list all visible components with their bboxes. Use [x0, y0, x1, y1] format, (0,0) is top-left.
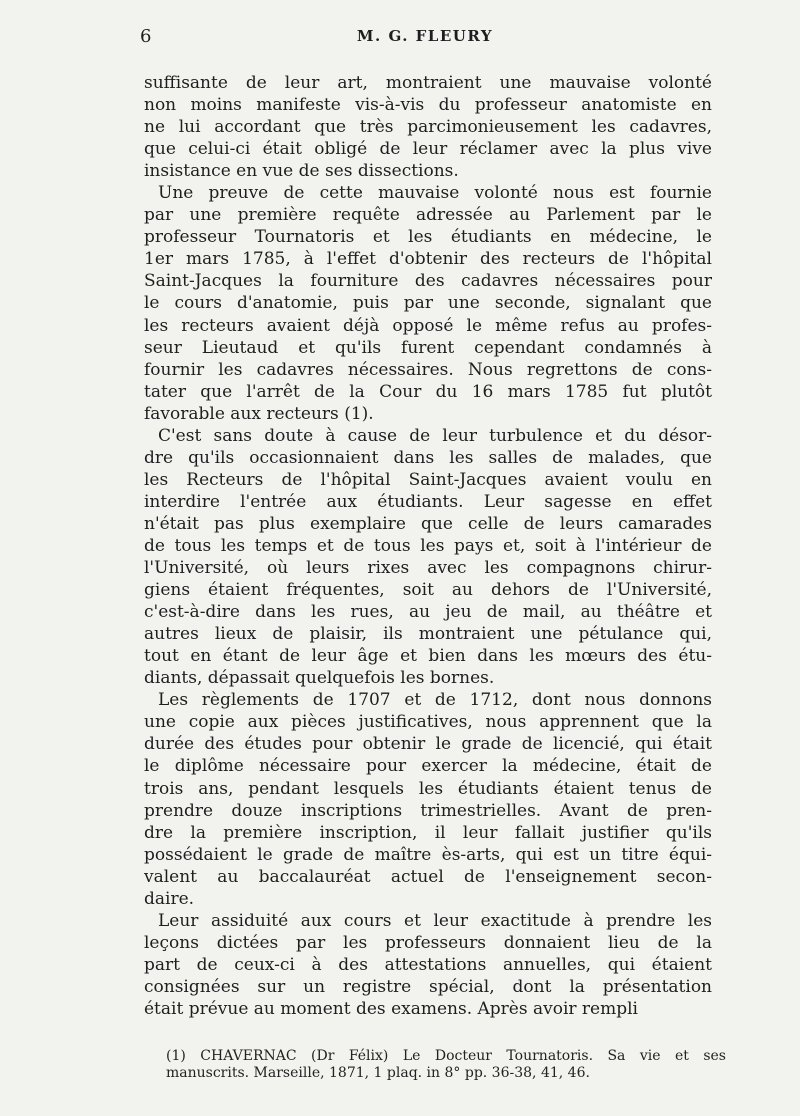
text-line: Une preuve de cette mauvaise volonté nous est fournie [158, 183, 712, 204]
footnote [166, 1048, 726, 1082]
text-line: giens étaient fréquentes, soit au dehors de l'Université, [144, 580, 712, 601]
text-line: possédaient le grade de maître ès-arts, qui est un titre équi- [144, 844, 712, 865]
text-line: une copie aux pièces justificatives, nous apprennent que la [144, 712, 712, 733]
text-line: prendre douze inscriptions trimestrielles. Avant de pren- [144, 800, 712, 821]
footnote-line: manuscrits. Marseille, 1871, 1 plaq. in 8° pp. 36-38, 41, 46. [166, 1065, 590, 1081]
paragraph [144, 910, 712, 1020]
text-line: daire. [144, 888, 195, 909]
body-text [144, 72, 712, 1020]
text-line: dre la première inscription, il leur fallait justifier qu'ils [144, 822, 712, 843]
text-line: le cours d'anatomie, puis par une seconde, signalant que [144, 293, 712, 314]
text-line: part de ceux-ci à des attestations annuelles, qui étaient [144, 954, 712, 975]
text-line: durée des études pour obtenir le grade de licencié, qui était [144, 734, 712, 755]
text-line: les Recteurs de l'hôpital Saint-Jacques avaient voulu en [144, 469, 712, 490]
text-line: c'est-à-dire dans les rues, au jeu de mail, au théâtre et [144, 602, 712, 623]
footnote-line: (1) CHAVERNAC (Dr Félix) Le Docteur Tournatoris. Sa vie et ses [166, 1048, 726, 1064]
text-line: de tous les temps et de tous les pays et, soit à l'intérieur de [144, 535, 712, 556]
text-line: ne lui accordant que très parcimonieusement les cadavres, [144, 117, 712, 138]
text-line: valent au baccalauréat actuel de l'enseignement secon- [144, 866, 712, 887]
text-line: n'était pas plus exemplaire que celle de leurs camarades [144, 513, 712, 534]
text-line: tout en étant de leur âge et bien dans les mœurs des étu- [144, 646, 712, 667]
text-line: Les règlements de 1707 et de 1712, dont nous donnons [158, 690, 712, 711]
text-line: non moins manifeste vis-à-vis du professeur anatomiste en [144, 95, 712, 116]
text-line: favorable aux recteurs (1). [144, 403, 374, 424]
paragraph [144, 689, 712, 909]
text-line: tater que l'arrêt de la Cour du 16 mars 1785 fut plutôt [144, 381, 712, 402]
text-line: que celui-ci était obligé de leur réclamer avec la plus vive [144, 139, 712, 160]
text-line: 1er mars 1785, à l'effet d'obtenir des recteurs de l'hôpital [144, 249, 712, 270]
text-line: autres lieux de plaisir, ils montraient une pétulance qui, [144, 624, 712, 645]
text-line: trois ans, pendant lesquels les étudiants étaient tenus de [144, 778, 712, 799]
text-line: l'Université, où leurs rixes avec les compagnons chirur- [144, 558, 712, 579]
text-line: dre qu'ils occasionnaient dans les salles de malades, que [144, 447, 712, 468]
text-line: diants, dépassait quelquefois les bornes. [144, 668, 495, 689]
text-line: leçons dictées par les professeurs donnaient lieu de la [144, 932, 712, 953]
text-line: Saint-Jacques la fourniture des cadavres nécessaires pour [144, 271, 712, 292]
text-line: professeur Tournatoris et les étudiants en médecine, le [144, 227, 712, 248]
text-line: insistance en vue de ses dissections. [144, 161, 459, 182]
text-line: interdire l'entrée aux étudiants. Leur sagesse en effet [144, 491, 712, 512]
text-line: les recteurs avaient déjà opposé le même refus au profes- [144, 315, 712, 336]
paragraph [144, 425, 712, 690]
text-line: C'est sans doute à cause de leur turbulence et du désor- [158, 425, 712, 446]
text-line: par une première requête adressée au Parlement par le [144, 205, 712, 226]
text-line: était prévue au moment des examens. Après avoir rempli [144, 998, 638, 1019]
text-line: le diplôme nécessaire pour exercer la médecine, était de [144, 756, 712, 777]
paragraph [144, 182, 712, 425]
page-number: 6 [140, 26, 152, 47]
text-line: suffisante de leur art, montraient une mauvaise volonté [144, 73, 712, 93]
text-line: consignées sur un registre spécial, dont la présentation [144, 976, 712, 997]
page-header [140, 26, 710, 50]
text-line: fournir les cadavres nécessaires. Nous regrettons de cons- [144, 359, 712, 380]
text-line: seur Lieutaud et qu'ils furent cependant condamnés à [144, 337, 712, 358]
paragraph [144, 72, 712, 182]
running-head: M. G. FLEURY [356, 27, 494, 45]
text-line: Leur assiduité aux cours et leur exactitude à prendre les [158, 910, 712, 931]
